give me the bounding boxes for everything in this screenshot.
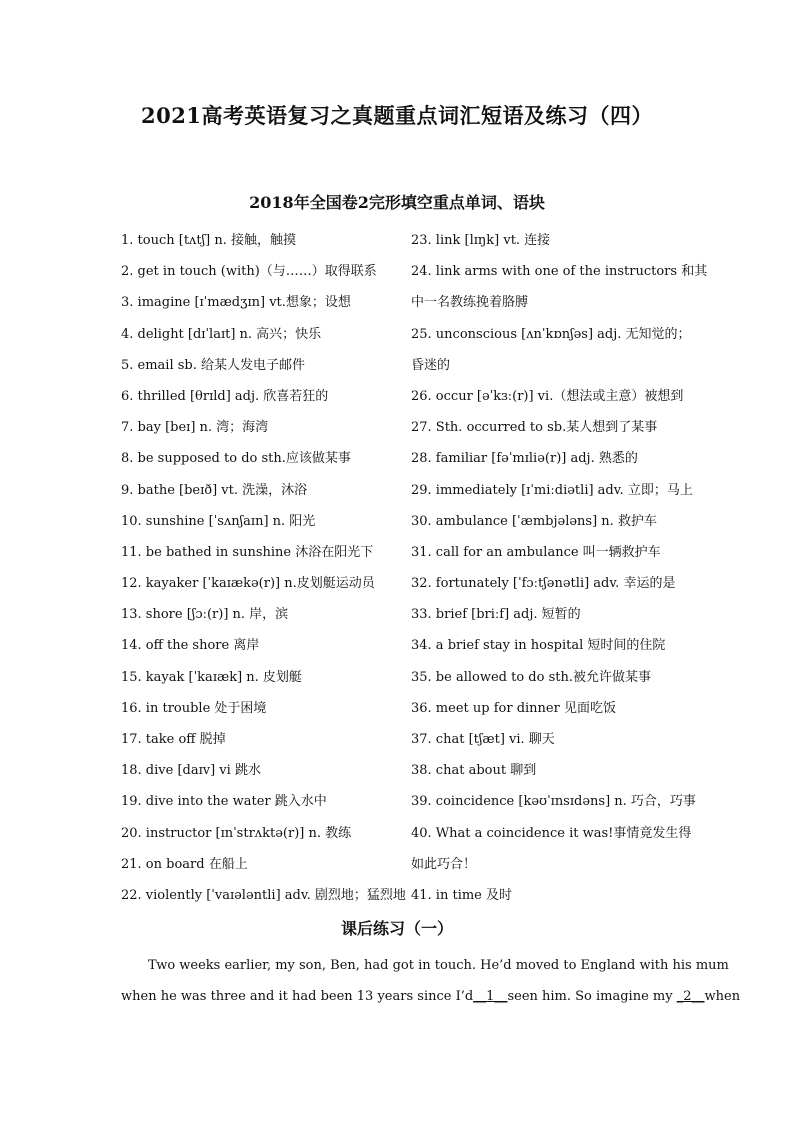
vocab-item: 27. Sth. occurred to sb.某人想到了某事 (411, 420, 658, 436)
vocab-item: 1. touch [tʌtʃ] n. 接触，触摸 (121, 233, 296, 248)
vocab-item: 7. bay [beɪ] n. 湾；海湾 (121, 420, 269, 436)
answer-blank: __1__ (473, 989, 508, 1004)
vocab-item: 25. unconscious [ʌnˈkɒnʃəs] adj. 无知觉的； (411, 326, 691, 342)
vocab-item: 10. sunshine [ˈsʌnʃaɪn] n. 阳光 (121, 513, 316, 529)
vocab-item: 34. a brief stay in hospital 短时间的住院 (411, 638, 666, 654)
vocab-item-continuation: 中一名教练挽着胳膊 (411, 295, 529, 311)
vocab-item: 22. violently [ˈvaɪələntli] adv. 剧烈地；猛烈地 (121, 887, 406, 903)
vocab-item: 23. link [lɪŋk] vt. 连接 (411, 233, 551, 248)
vocab-item: 8. be supposed to do sth.应该做某事 (121, 451, 351, 467)
vocab-item: 13. shore [ʃɔː(r)] n. 岸，滨 (121, 607, 289, 623)
passage-text: when (704, 989, 741, 1004)
vocab-item: 31. call for an ambulance 叫一辆救护车 (411, 544, 661, 560)
vocab-item: 28. familiar [fəˈmɪliə(r)] adj. 熟悉的 (411, 451, 638, 467)
vocab-item: 24. link arms with one of the instructors 和其 (411, 264, 708, 280)
vocab-item: 17. take off 脱掉 (121, 732, 226, 747)
vocab-item: 19. dive into the water 跳入水中 (121, 794, 327, 810)
vocab-column-right (411, 225, 708, 911)
vocab-item: 16. in trouble 处于困境 (121, 700, 267, 716)
passage-line: Two weeks earlier, my son, Ben, had got in touch. He’d moved to England with his mum (148, 958, 729, 973)
vocab-item: 11. be bathed in sunshine 沐浴在阳光下 (121, 544, 374, 560)
vocab-item: 18. dive [daɪv] vi 跳水 (121, 763, 261, 779)
vocab-item: 41. in time 及时 (411, 887, 513, 903)
vocab-item: 30. ambulance [ˈæmbjələns] n. 救护车 (411, 513, 657, 529)
section-heading: 2018年全国卷2完形填空重点单词、语块 (249, 193, 545, 212)
vocab-item: 40. What a coincidence it was!事情竟发生得 (411, 825, 692, 841)
vocab-item: 4. delight [dɪˈlaɪt] n. 高兴；快乐 (121, 326, 322, 342)
vocab-item: 12. kayaker [ˈkaɪækə(r)] n.皮划艇运动员 (121, 576, 375, 592)
vocab-item-continuation: 昏迷的 (411, 357, 451, 373)
vocab-item: 26. occur [əˈkɜː(r)] vi.（想法或主意）被想到 (411, 388, 684, 404)
exercise-heading: 课后练习（一） (340, 919, 453, 938)
vocab-item: 5. email sb. 给某人发电子邮件 (121, 357, 306, 373)
vocab-item: 32. fortunately [ˈfɔːtʃənətli] adv. 幸运的是 (411, 576, 676, 592)
vocab-item: 9. bathe [beɪð] vt. 洗澡，沐浴 (121, 482, 308, 498)
answer-blank: _2__ (676, 989, 705, 1004)
vocab-item: 6. thrilled [θrɪld] adj. 欣喜若狂的 (121, 388, 329, 404)
vocab-item: 35. be allowed to do sth.被允许做某事 (411, 669, 651, 685)
vocab-item: 20. instructor [ɪnˈstrʌktə(r)] n. 教练 (121, 825, 352, 841)
vocab-item: 2. get in touch (with)（与……）取得联系 (121, 264, 377, 280)
vocab-item: 29. immediately [ɪˈmiːdiətli] adv. 立即；马上 (411, 482, 693, 498)
vocab-item: 3. imagine [ɪˈmædʒɪn] vt.想象；设想 (121, 295, 351, 311)
vocab-item-continuation: 如此巧合！ (411, 856, 477, 872)
vocab-item: 38. chat about 聊到 (411, 763, 537, 779)
passage-line (121, 981, 741, 1012)
vocab-item: 14. off the shore 离岸 (121, 638, 260, 654)
vocab-item: 37. chat [tʃæt] vi. 聊天 (411, 732, 555, 747)
passage (121, 950, 741, 1012)
vocab-item: 21. on board 在船上 (121, 856, 248, 872)
vocab-column-left (121, 225, 406, 911)
vocab-item: 15. kayak [ˈkaɪæk] n. 皮划艇 (121, 669, 302, 685)
passage-text: when he was three and it had been 13 years since I’d (121, 989, 474, 1004)
passage-text: seen him. So imagine my (507, 989, 677, 1004)
vocab-item: 39. coincidence [kəʊˈɪnsɪdəns] n. 巧合，巧事 (411, 794, 696, 810)
vocab-item: 36. meet up for dinner 见面吃饭 (411, 700, 616, 716)
page-title: 2021高考英语复习之真题重点词汇短语及练习（四） (141, 103, 653, 128)
vocab-item: 33. brief [briːf] adj. 短暂的 (411, 607, 581, 623)
